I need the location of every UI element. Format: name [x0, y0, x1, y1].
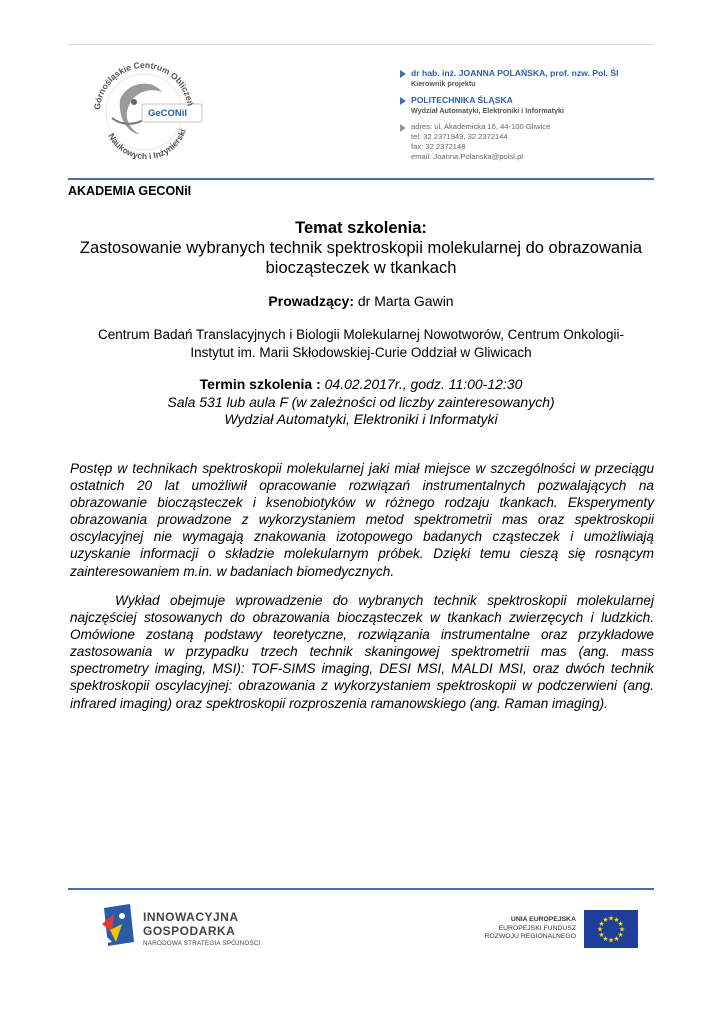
eu-star-icon: ★ [613, 936, 620, 944]
schedule [68, 376, 654, 429]
eu-star-icon: ★ [598, 921, 605, 928]
faculty-line [68, 411, 654, 429]
eu-star-icon: ★ [607, 937, 615, 945]
description-paragraph-2: Wykład obejmuje wprowadzenie do wybranych technik spektroskopii molekularnej najczęściej stosowanych do obrazowania biocząsteczek w tkankach zwierzęcych i ludzkich. Omówione zostaną podstawy teoretyczne, rozwiązania instrumentalne oraz przykładowe zastosowania w przypadku trzech technik skaningowej spektrometrii mas (ang. mass spectrometry imaging, MSI): TOF-SIMS imaging, DESI MSI, MALDI MSI, oraz dwóch technik spektroskopii oscylacyjnej: obrazowania z wykorzystaniem spektroskopii w podczerwieni (ang. infrared imaging) oraz spektroskopii rozproszenia ramanowskiego (ang. Raman imaging). [70, 593, 654, 711]
contact-person-row [400, 68, 660, 89]
page-title: Temat szkolenia: [295, 219, 427, 237]
topic-title-line-1: Zastosowanie wybranych technik spektroskopii molekularnej do obrazowania [79, 239, 643, 257]
eu-flag-icon [584, 910, 638, 948]
eu-star-icon: ★ [602, 936, 609, 944]
eu-star-icon: ★ [617, 932, 624, 939]
term-line [68, 376, 654, 394]
bullet-arrow-icon [400, 97, 406, 105]
contact-fax: fax: 32 2372148 [411, 142, 466, 151]
geconii-logo-graphic [82, 52, 206, 172]
contact-role: Kierownik projektu [411, 79, 476, 88]
eu-line-3: ROZWOJU REGIONALNEGO [484, 933, 576, 940]
contact-university: POLITECHNIKA ŚLĄSKA [411, 95, 513, 105]
lecturer-label: Prowadzący: [268, 293, 354, 309]
room-line [68, 394, 654, 412]
lecturer-name: dr Marta Gawin [354, 293, 454, 309]
lecturer [68, 293, 654, 309]
contact-address: adres: ul. Akademicka 16, 44-100 Gliwice [411, 122, 551, 131]
ig-logo-line-1: INNOWACYJNA [143, 910, 239, 924]
eu-star-icon: ★ [617, 921, 624, 928]
academy-label: AKADEMIA GECONiI [68, 184, 192, 198]
topic-title [68, 238, 654, 278]
eu-star-icon: ★ [613, 916, 620, 924]
logo-arc-bottom-text: Naukowych i Inżynierski [106, 127, 188, 162]
geconii-logo [82, 52, 206, 172]
contact-address-row [400, 122, 660, 162]
contact-person: dr hab. inż. JOANNA POLAŃSKA, prof. nzw. Pol. Śl [411, 68, 619, 78]
faculty: Wydział Automatyki, Elektroniki i Informatyki [224, 411, 498, 427]
bullet-arrow-icon [400, 124, 406, 132]
ig-logo-line-2: GOSPODARKA [143, 924, 236, 938]
logo-brand-text: GeCONiI [148, 108, 188, 119]
term-value: 04.02.2017r., godz. 11:00-12:30 [320, 376, 523, 392]
contact-tel: tel: 32 2371949, 32 2372144 [411, 132, 508, 141]
room: Sala 531 lub aula F (w zależności od liczby zainteresowanych) [167, 393, 555, 410]
ig-logo-line-3: NARODOWA STRATEGIA SPÓJNOŚCI [143, 940, 261, 947]
innovative-economy-logo-icon [100, 902, 138, 948]
logo-arc-top-text: Górnośląskie Centrum Obliczeń [91, 59, 196, 111]
header-top-rule [68, 44, 654, 45]
contact-university-row [400, 95, 660, 116]
header-bottom-rule [68, 178, 654, 180]
eu-star-icon: ★ [607, 915, 615, 923]
institution [68, 326, 654, 362]
description-paragraph-1: Postęp w technikach spektroskopii molekularnej jaki miał miejsce w szczególności w przeciągu ostatnich 20 lat umożliwił opracowanie rozwiązań instrumentalnych pozwalających na obrazowanie biocząsteczek i ksenobiotyków w różnego rodzaju tkankach. Eksperymenty obrazowania prowadzone z wykorzystaniem metod spektrometrii mas oraz spektroskopii oscylacyjnej nie wymagają znakowania izotopowego badanych cząsteczek i umożliwiają uzyskanie informacji o składzie molekularnym próbek. Dzięki temu cieszą się rosnącym zainteresowaniem m.in. w badaniach biomedycznych. [70, 461, 654, 579]
eu-star-icon: ★ [618, 926, 626, 934]
footer-rule [68, 888, 654, 890]
bullet-arrow-icon [400, 70, 406, 78]
eu-star-icon: ★ [596, 926, 604, 934]
eu-line-1: UNIA EUROPEJSKA [510, 916, 576, 923]
eu-line-2: EUROPEJSKI FUNDUSZ [498, 924, 576, 932]
contact-email[interactable]: email: Joanna.Polanska@polsl.pl [411, 152, 523, 161]
eu-star-icon: ★ [598, 932, 605, 939]
eu-star-icon: ★ [602, 916, 609, 924]
topic-title-line-2: biocząsteczek w tkankach [265, 259, 457, 277]
institution-line-2: Instytut im. Marii Skłodowskiej-Curie Oddział w Gliwicach [190, 345, 532, 360]
institution-line-1: Centrum Badań Translacyjnych i Biologii Molekularnej Nowotworów, Centrum Onkologii- [98, 327, 624, 342]
term-label: Termin szkolenia : [199, 376, 321, 392]
contact-block [400, 68, 660, 168]
eu-fund-label [476, 916, 576, 942]
contact-faculty: Wydział Automatyki, Elektroniki i Informatyki [411, 106, 564, 115]
